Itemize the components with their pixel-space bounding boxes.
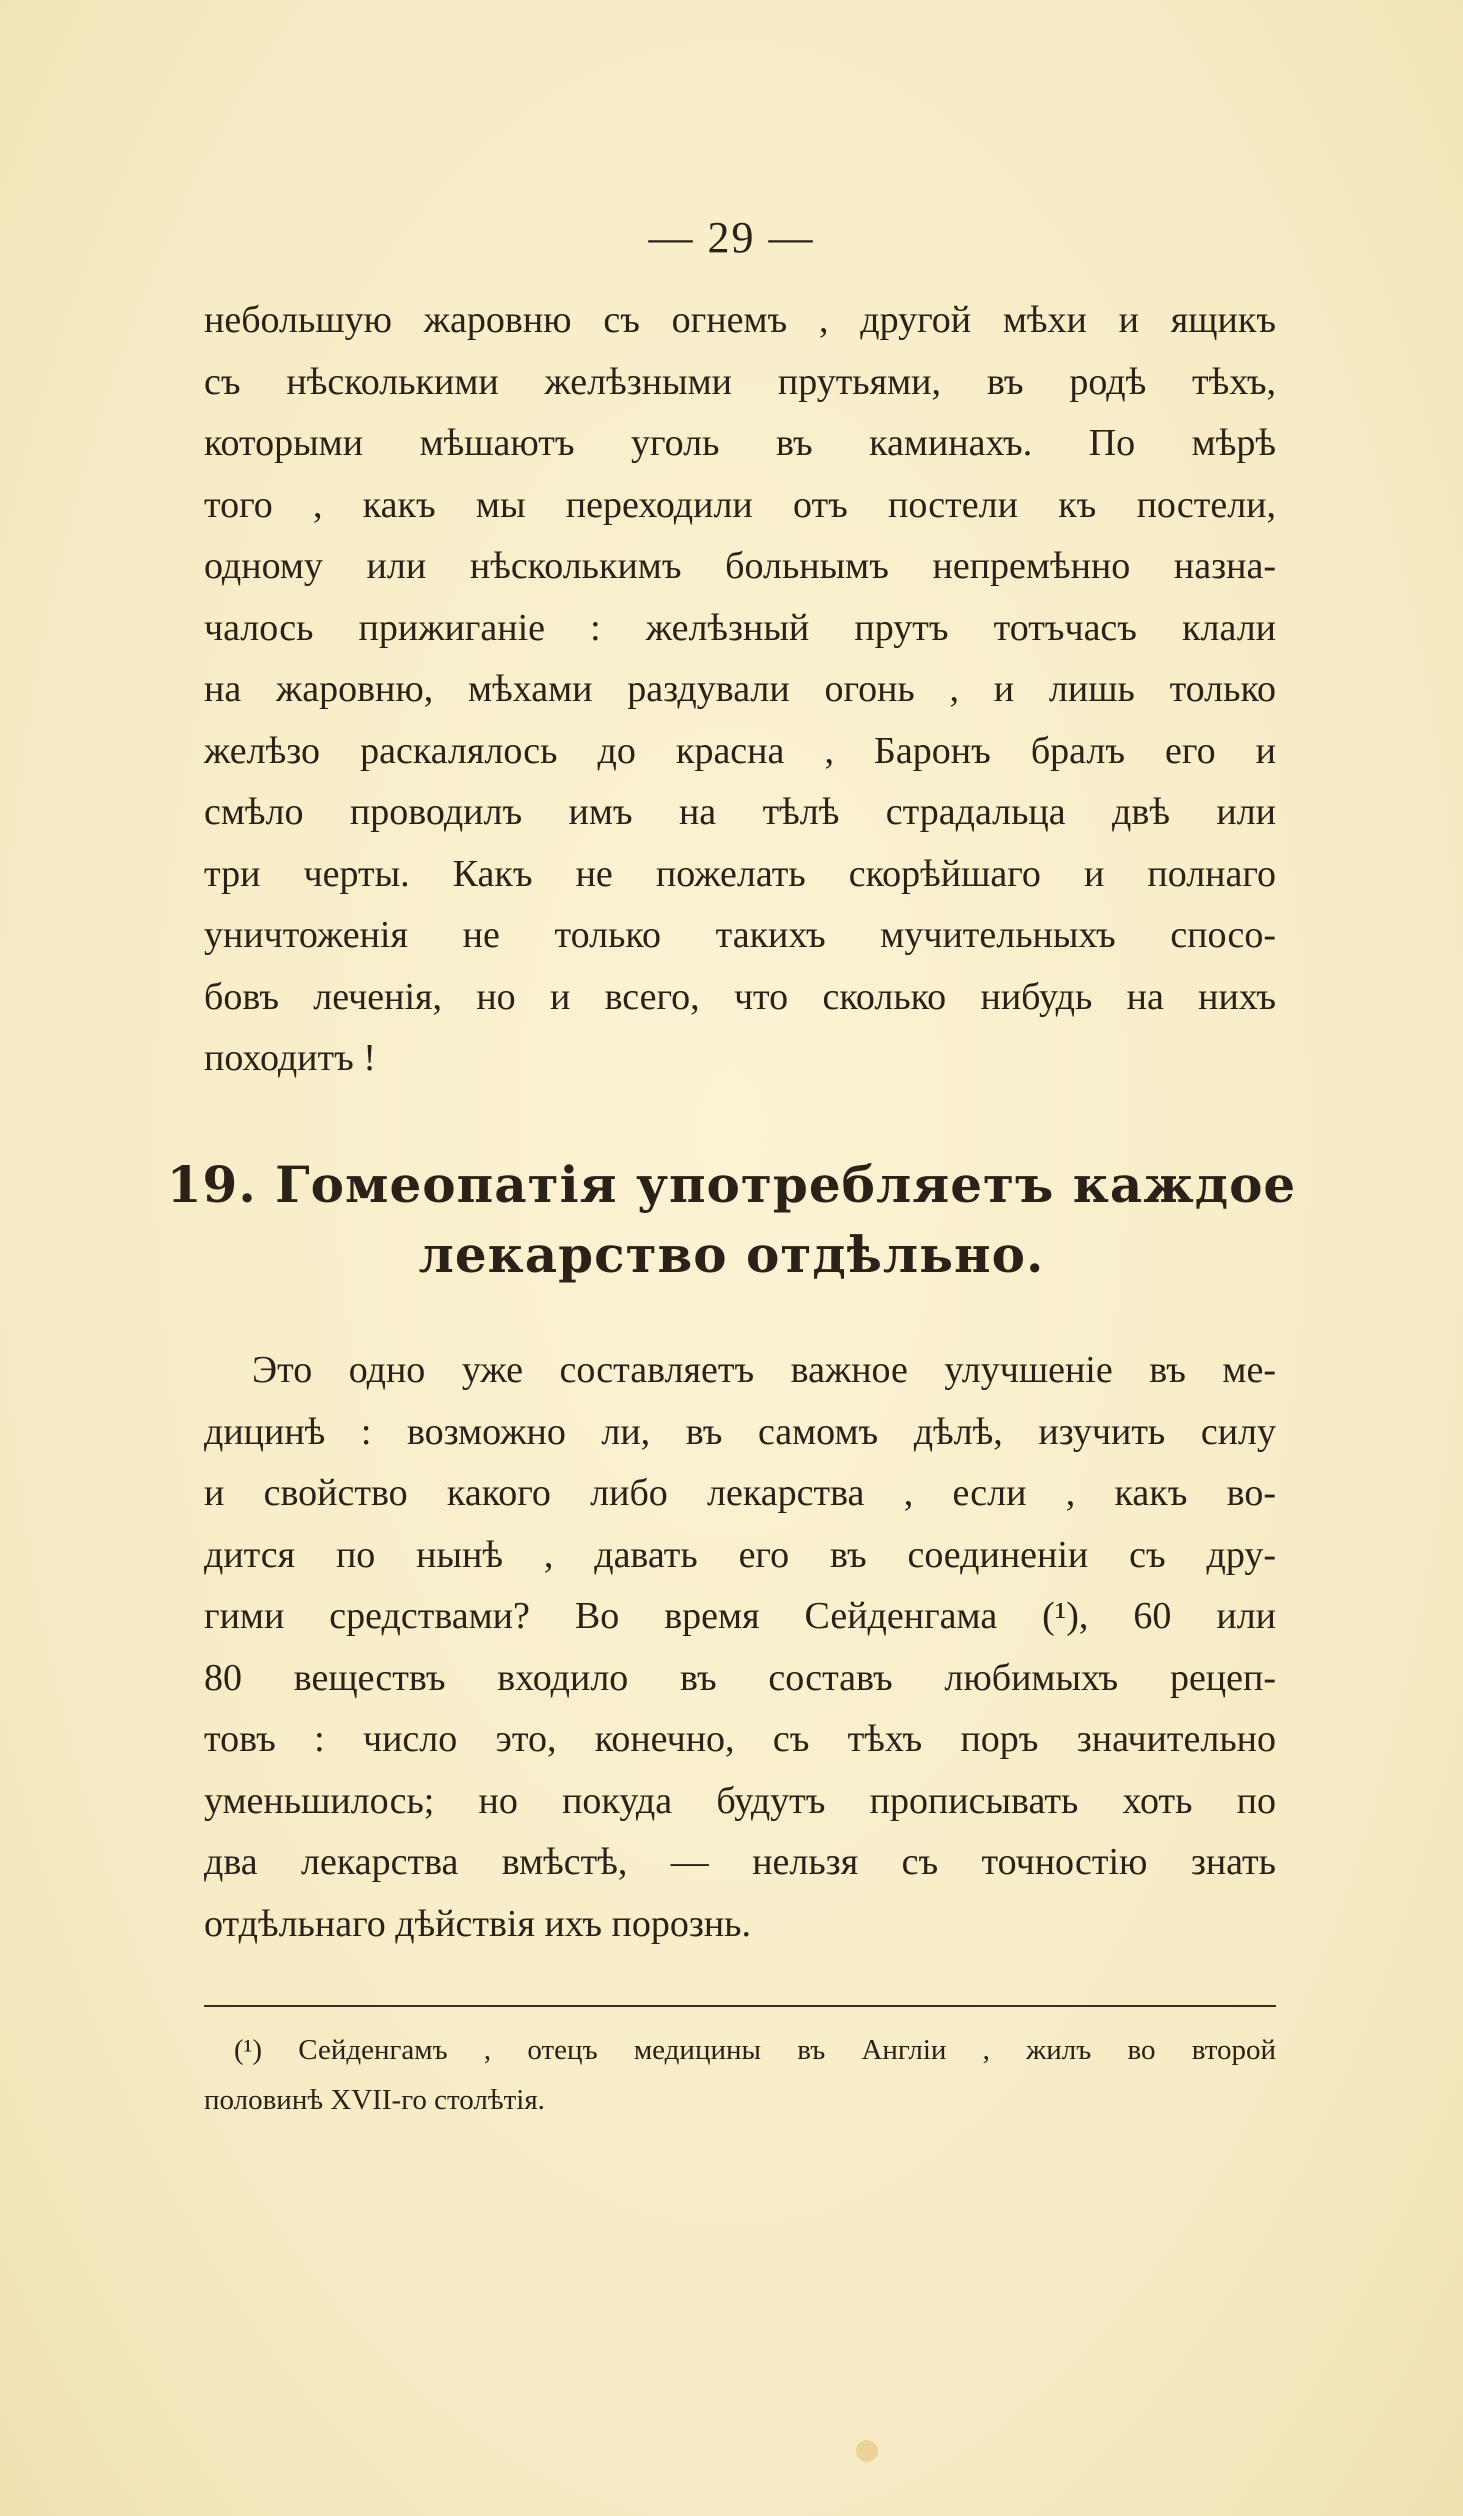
- text-line: 80 веществъ входило въ составъ любимыхъ рецеп-: [204, 1656, 1276, 1699]
- text-line: Это одно уже составляетъ важное улучшеніе въ ме-: [252, 1349, 1276, 1391]
- heading-line: 19. Гомеопатія употребляетъ каждое: [166, 1155, 1297, 1214]
- text-line: того , какъ мы переходили отъ постели къ постели,: [204, 483, 1276, 526]
- text-line: дицинѣ : возможно ли, въ самомъ дѣлѣ, изучить силу: [204, 1410, 1276, 1453]
- footnote-line: (¹) Сейденгамъ , отецъ медицины въ Англіи , жилъ во второй: [234, 2034, 1276, 2066]
- page-number: — 29 —: [648, 213, 815, 262]
- text-line: которыми мѣшаютъ уголь въ каминахъ. По мѣрѣ: [204, 422, 1276, 464]
- text-line: уменьшилось; но покуда будутъ прописывать хоть по: [204, 1779, 1276, 1822]
- text-line: дится по нынѣ , давать его въ соединеніи съ дру-: [204, 1533, 1276, 1576]
- text-line: одному или нѣсколькимъ больнымъ непремѣнно назна-: [204, 545, 1276, 587]
- paper-stain: [856, 2440, 878, 2462]
- text-line: товъ : число это, конечно, съ тѣхъ поръ значительно: [204, 1718, 1276, 1760]
- text-line: съ нѣсколькими желѣзными прутьями, въ родѣ тѣхъ,: [204, 360, 1276, 403]
- section-paragraph: [204, 1340, 1276, 1955]
- text-line: гими средствами? Во время Сейденгама (¹), 60 или: [204, 1595, 1276, 1637]
- text-line: походитъ !: [204, 1037, 376, 1079]
- text-line: чалось прижиганіе : желѣзный прутъ тотъчасъ клали: [204, 606, 1276, 649]
- text-line: и свойство какого либо лекарства , если , какъ во-: [204, 1472, 1276, 1514]
- text-line: небольшую жаровню съ огнемъ , другой мѣхи и ящикъ: [204, 299, 1276, 341]
- text-line: три черты. Какъ не пожелать скорѣйшаго и полнаго: [204, 852, 1276, 895]
- heading-line: лекарство отдѣльно.: [418, 1225, 1045, 1284]
- text-line: отдѣльнаго дѣйствія ихъ порознь.: [204, 1902, 752, 1945]
- text-line: смѣло проводилъ имъ на тѣлѣ страдальца двѣ или: [204, 791, 1276, 833]
- text-line: два лекарства вмѣстѣ, — нельзя съ точностію знать: [204, 1841, 1276, 1883]
- text-line: бовъ леченія, но и всего, что сколько нибудь на нихъ: [204, 975, 1276, 1018]
- text-line: желѣзо раскалялось до красна , Баронъ бралъ его и: [204, 729, 1276, 772]
- footnote: [204, 2025, 1276, 2125]
- footnote-divider: [204, 2005, 1276, 2007]
- footnote-line: половинѣ XVII-го столѣтія.: [204, 2084, 545, 2116]
- section-heading: [0, 1150, 1463, 1290]
- paragraph-continued: [204, 290, 1276, 1090]
- text-line: на жаровню, мѣхами раздували огонь , и лишь только: [204, 668, 1276, 710]
- text-line: уничтоженія не только такихъ мучительныхъ спосо-: [204, 914, 1276, 956]
